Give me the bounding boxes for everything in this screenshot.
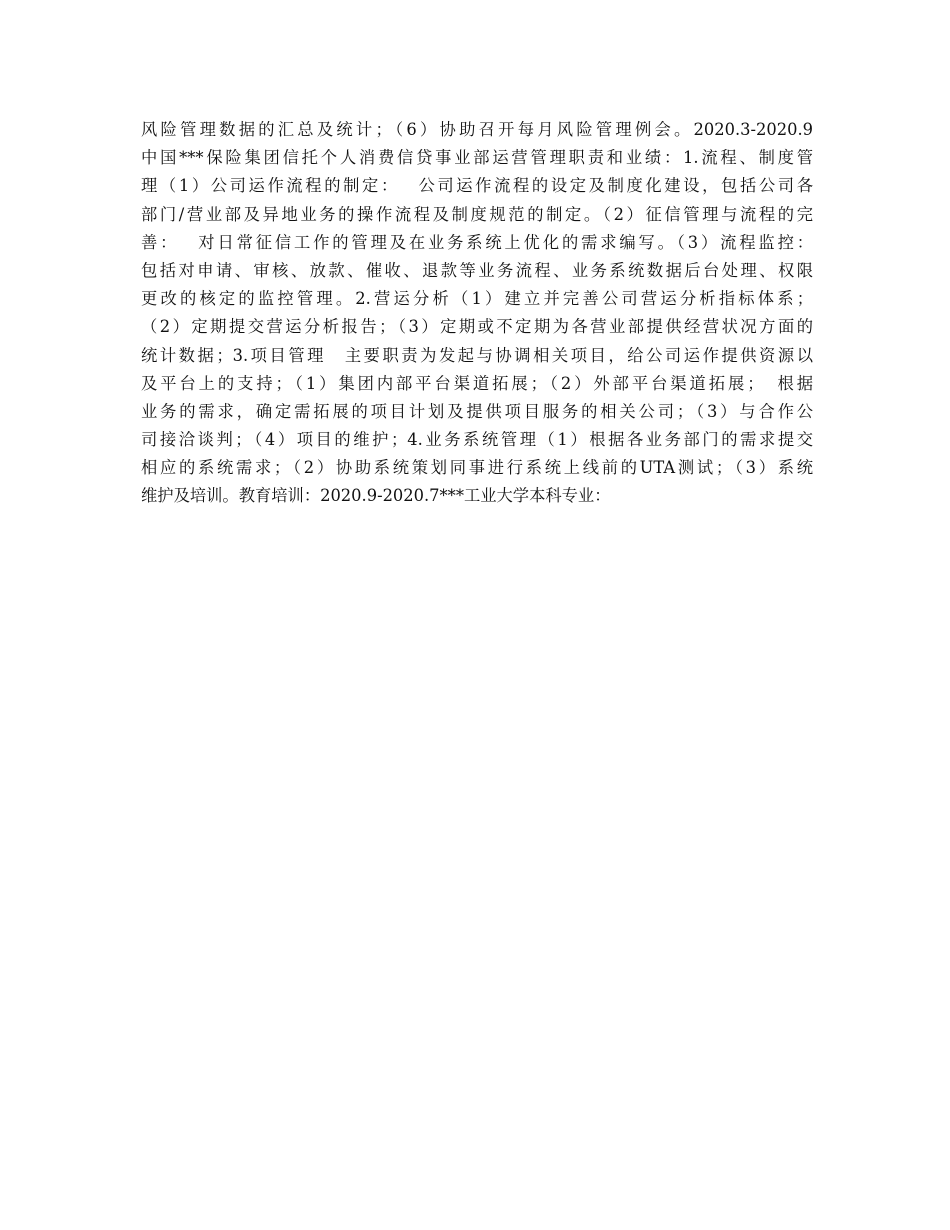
text-line: 包括对申请、审核、放款、催收、退款等业务流程、业务系统数据后台处理、权限	[141, 260, 813, 280]
text-line: 中国***保险集团信托个人消费信贷事业部运营管理职责和业绩：1.流程、制度管	[141, 148, 813, 168]
text-line: 相应的系统需求；（2）协助系统策划同事进行系统上线前的UTA测试；（3）系统	[141, 458, 813, 478]
text-line: 理（1）公司运作流程的制定： 公司运作流程的设定及制度化建设，包括公司各	[141, 176, 813, 196]
text-line: 维护及培训。教育培训：2020.9-2020.7***工业大学本科专业：	[141, 486, 611, 506]
text-line: 业务的需求，确定需拓展的项目计划及提供项目服务的相关公司；（3）与合作公	[141, 401, 813, 421]
text-line: 善： 对日常征信工作的管理及在业务系统上优化的需求编写。（3）流程监控：	[141, 232, 813, 252]
document-body	[141, 116, 813, 511]
text-line: （2）定期提交营运分析报告；（3）定期或不定期为各营业部提供经营状况方面的	[141, 317, 813, 337]
text-line: 更改的核定的监控管理。2.营运分析（1）建立并完善公司营运分析指标体系；	[141, 289, 813, 309]
text-line: 及平台上的支持；（1）集团内部平台渠道拓展；（2）外部平台渠道拓展； 根据	[141, 373, 813, 393]
text-line: 部门/营业部及异地业务的操作流程及制度规范的制定。（2）征信管理与流程的完	[141, 204, 813, 224]
text-line: 统计数据；3.项目管理 主要职责为发起与协调相关项目，给公司运作提供资源以	[141, 345, 813, 365]
text-line: 司接洽谈判；（4）项目的维护；4.业务系统管理（1）根据各业务部门的需求提交	[141, 430, 813, 450]
text-line: 风险管理数据的汇总及统计；（6）协助召开每月风险管理例会。2020.3-2020.9	[141, 120, 813, 139]
